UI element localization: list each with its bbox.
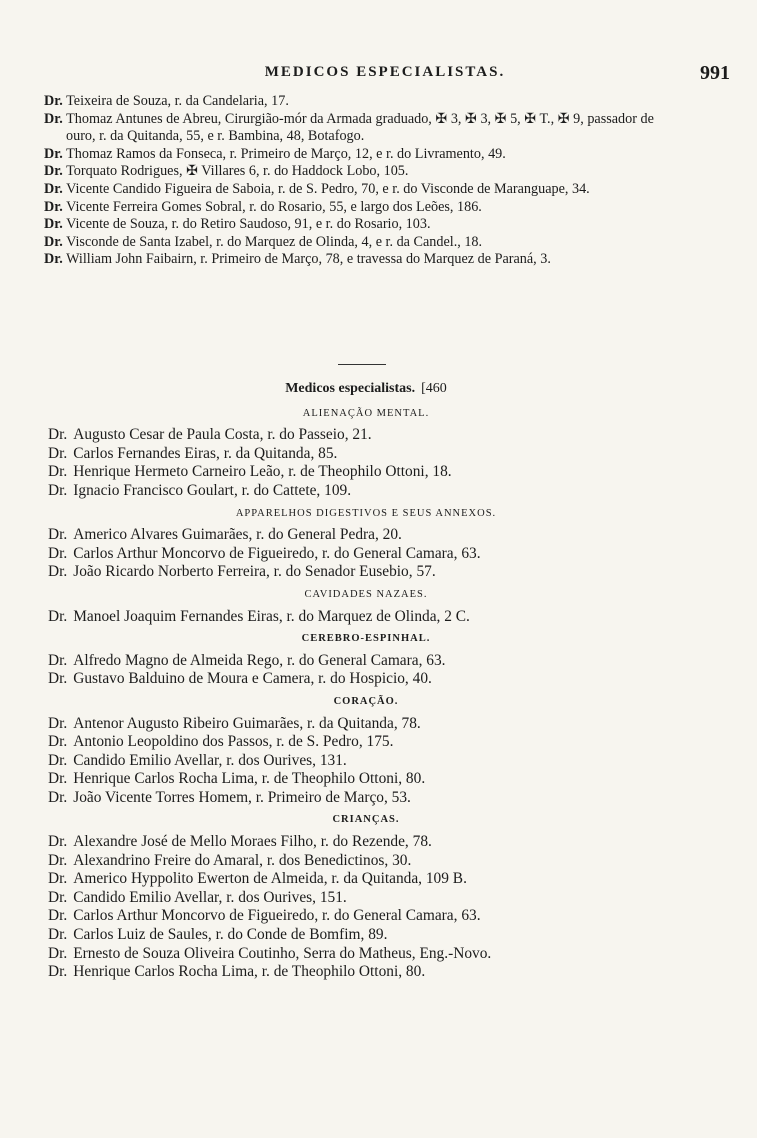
entry-text: Carlos Arthur Moncorvo de Figueiredo, r. do General Camara, 63. bbox=[73, 907, 481, 925]
entry-text: Ernesto de Souza Oliveira Coutinho, Serra do Matheus, Eng.-Novo. bbox=[73, 944, 492, 962]
title-abbrev: Dr. bbox=[48, 907, 68, 925]
title-abbrev: Dr. bbox=[48, 770, 68, 788]
entry-text: Candido Emilio Avellar, r. dos Ourives, 131. bbox=[73, 751, 347, 769]
list-item bbox=[48, 652, 684, 671]
entry-text: Americo Alvares Guimarães, r. do General Pedra, 20. bbox=[73, 526, 402, 544]
entry-text: Thomaz Ramos da Fonseca, r. Primeiro de Março, 12, e r. do Livramento, 49. bbox=[66, 145, 506, 162]
category-heading: CRIANÇAS. bbox=[332, 814, 400, 826]
entry-text: Torquato Rodrigues, ✠ Villares 6, r. do Haddock Lobo, 105. bbox=[66, 163, 409, 180]
specialists-title bbox=[48, 380, 684, 399]
list-item bbox=[48, 482, 684, 501]
list-item bbox=[44, 163, 680, 181]
title-abbrev: Dr. bbox=[48, 714, 68, 732]
title-abbrev: Dr. bbox=[48, 751, 68, 769]
entry-text: Candido Emilio Avellar, r. dos Ourives, 151. bbox=[73, 888, 347, 906]
list-item bbox=[48, 926, 684, 945]
title-abbrev: Dr. bbox=[48, 481, 68, 499]
title-abbrev: Dr. bbox=[48, 670, 68, 688]
entry-text: Americo Hyppolito Ewerton de Almeida, r. da Quitanda, 109 B. bbox=[73, 870, 467, 888]
list-item bbox=[48, 526, 684, 545]
title-abbrev: Dr. bbox=[48, 888, 68, 906]
title-abbrev: Dr. bbox=[48, 607, 68, 625]
entry-text: Alfredo Magno de Almeida Rego, r. do General Camara, 63. bbox=[73, 651, 446, 669]
list-item bbox=[48, 545, 684, 564]
title-abbrev: Dr. bbox=[44, 110, 63, 127]
list-item bbox=[48, 445, 684, 464]
entry-text: Augusto Cesar de Paula Costa, r. do Passeio, 21. bbox=[73, 426, 372, 444]
title-abbrev: Dr. bbox=[48, 788, 68, 806]
list-item bbox=[48, 852, 684, 871]
list-item bbox=[44, 111, 680, 146]
list-item bbox=[48, 945, 684, 964]
list-item bbox=[48, 889, 684, 908]
category-heading: CORAÇÃO. bbox=[333, 695, 399, 707]
list-item bbox=[48, 963, 684, 982]
list-item bbox=[44, 199, 680, 217]
entry-text: João Vicente Torres Homem, r. Primeiro de Março, 53. bbox=[73, 788, 411, 806]
list-item bbox=[44, 146, 680, 164]
title-abbrev: Dr. bbox=[44, 145, 63, 162]
title-abbrev: Dr. bbox=[48, 733, 68, 751]
list-item bbox=[48, 789, 684, 808]
list-item bbox=[48, 833, 684, 852]
title-abbrev: Dr. bbox=[48, 426, 68, 444]
page-number: 991 bbox=[700, 62, 730, 84]
entry-text: Gustavo Balduino de Moura e Camera, r. do Hospicio, 40. bbox=[73, 670, 432, 688]
entry-text: Thomaz Antunes de Abreu, Cirurgião-mór da Armada graduado, ✠ 3, ✠ 3, ✠ 5, ✠ T., ✠ 9, passador de ouro, r. da Quitanda, 55, e r. Bambina, 48, Botafogo. bbox=[66, 110, 654, 145]
page-header bbox=[40, 58, 730, 88]
category-heading: CEREBRO-ESPINHAL. bbox=[301, 633, 431, 645]
entry-text: Carlos Arthur Moncorvo de Figueiredo, r. do General Camara, 63. bbox=[73, 544, 481, 562]
entry-text: Alexandrino Freire do Amaral, r. dos Benedictinos, 30. bbox=[73, 851, 412, 869]
specialists-title-text: Medicos especialistas. bbox=[285, 381, 416, 396]
section-divider bbox=[338, 364, 386, 365]
list-item bbox=[48, 426, 684, 445]
title-abbrev: Dr. bbox=[48, 563, 68, 581]
list-item bbox=[48, 608, 684, 627]
title-abbrev: Dr. bbox=[48, 963, 68, 981]
title-abbrev: Dr. bbox=[44, 180, 63, 197]
entry-text: Vicente Candido Figueira de Saboia, r. de S. Pedro, 70, e r. do Visconde de Maranguape, 34. bbox=[66, 180, 590, 197]
title-abbrev: Dr. bbox=[48, 833, 68, 851]
entry-text: Henrique Carlos Rocha Lima, r. de Theophilo Ottoni, 80. bbox=[73, 770, 426, 788]
title-abbrev: Dr. bbox=[48, 651, 68, 669]
list-item bbox=[48, 563, 684, 582]
title-abbrev: Dr. bbox=[44, 251, 63, 268]
entry-text: Visconde de Santa Izabel, r. do Marquez de Olinda, 4, e r. da Candel., 18. bbox=[66, 233, 483, 250]
title-abbrev: Dr. bbox=[48, 870, 68, 888]
list-item bbox=[44, 181, 680, 199]
title-abbrev: Dr. bbox=[44, 163, 63, 180]
list-item bbox=[48, 463, 684, 482]
list-item bbox=[44, 251, 680, 269]
specialists-ref: [460 bbox=[421, 381, 447, 396]
title-abbrev: Dr. bbox=[44, 93, 63, 109]
entry-text: Teixeira de Souza, r. da Candelaria, 17. bbox=[66, 93, 289, 109]
list-item bbox=[48, 770, 684, 789]
title-abbrev: Dr. bbox=[48, 463, 68, 481]
title-abbrev: Dr. bbox=[44, 216, 63, 233]
entry-text: Carlos Fernandes Eiras, r. da Quitanda, 85. bbox=[73, 444, 338, 462]
entry-text: Carlos Luiz de Saules, r. do Conde de Bomfim, 89. bbox=[73, 926, 388, 944]
list-item bbox=[48, 752, 684, 771]
category-heading: ALIENAÇÃO MENTAL. bbox=[302, 407, 430, 419]
entry-text: Henrique Hermeto Carneiro Leão, r. de Theophilo Ottoni, 18. bbox=[73, 463, 452, 481]
entry-text: Henrique Carlos Rocha Lima, r. de Theophilo Ottoni, 80. bbox=[73, 963, 426, 981]
entry-text: Alexandre José de Mello Moraes Filho, r. do Rezende, 78. bbox=[73, 833, 432, 851]
entry-text: Vicente Ferreira Gomes Sobral, r. do Rosario, 55, e largo dos Leões, 186. bbox=[66, 198, 482, 215]
entry-text: William John Faibairn, r. Primeiro de Março, 78, e travessa do Marquez de Paraná, 3. bbox=[66, 251, 551, 268]
entry-text: Ignacio Francisco Goulart, r. do Cattete, 109. bbox=[73, 481, 352, 499]
list-item bbox=[48, 733, 684, 752]
entry-text: Manoel Joaquim Fernandes Eiras, r. do Marquez de Olinda, 2 C. bbox=[73, 607, 470, 625]
category-heading: CAVIDADES NAZAES. bbox=[304, 588, 428, 600]
entry-text: Antenor Augusto Ribeiro Guimarães, r. da Quitanda, 78. bbox=[73, 714, 421, 732]
title-abbrev: Dr. bbox=[44, 233, 63, 250]
title-abbrev: Dr. bbox=[48, 944, 68, 962]
category-heading: APPARELHOS DIGESTIVOS E SEUS ANNEXOS. bbox=[235, 507, 497, 519]
entry-text: João Ricardo Norberto Ferreira, r. do Senador Eusebio, 57. bbox=[73, 563, 436, 581]
entry-text: Vicente de Souza, r. do Retiro Saudoso, 91, e r. do Rosario, 103. bbox=[66, 216, 431, 233]
title-abbrev: Dr. bbox=[48, 526, 68, 544]
list-item bbox=[44, 234, 680, 252]
specialists-section bbox=[48, 380, 684, 982]
list-item bbox=[48, 670, 684, 689]
list-item bbox=[48, 715, 684, 734]
list-item bbox=[48, 907, 684, 926]
title-abbrev: Dr. bbox=[48, 851, 68, 869]
continued-directory-list bbox=[44, 93, 680, 269]
running-title: MEDICOS ESPECIALISTAS. bbox=[264, 64, 506, 80]
title-abbrev: Dr. bbox=[44, 198, 63, 215]
entry-text: Antonio Leopoldino dos Passos, r. de S. Pedro, 175. bbox=[73, 733, 394, 751]
title-abbrev: Dr. bbox=[48, 444, 68, 462]
list-item bbox=[44, 93, 680, 111]
title-abbrev: Dr. bbox=[48, 544, 68, 562]
list-item bbox=[48, 870, 684, 889]
title-abbrev: Dr. bbox=[48, 926, 68, 944]
list-item bbox=[44, 216, 680, 234]
